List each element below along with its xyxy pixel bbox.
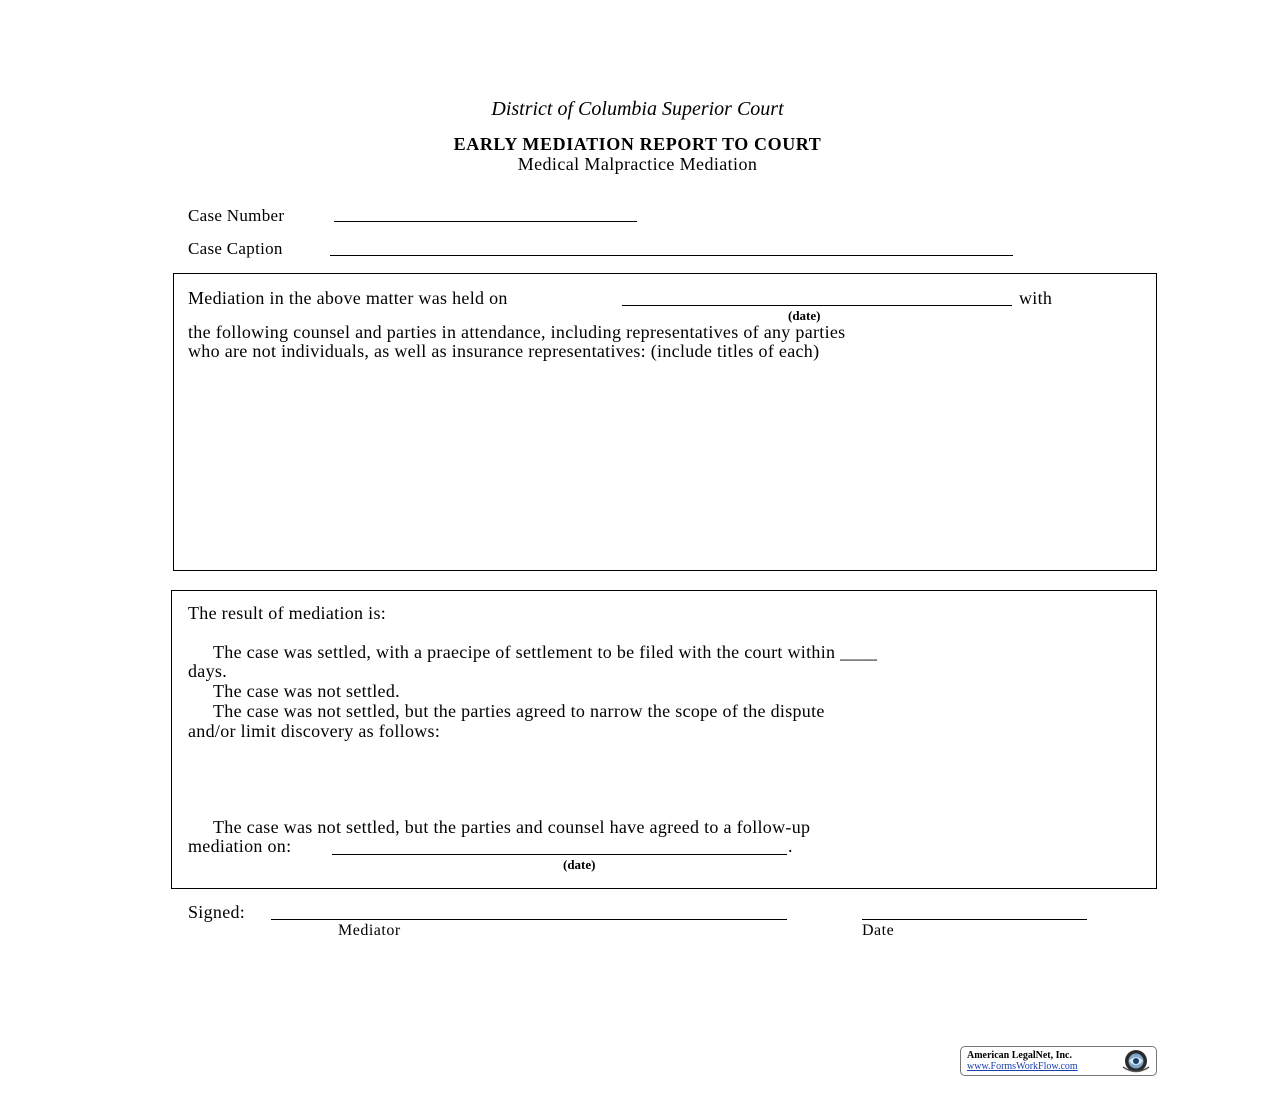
case-caption-field[interactable] [330, 255, 1013, 256]
case-number-field[interactable] [334, 221, 637, 222]
court-name: District of Columbia Superior Court [491, 98, 784, 120]
attendance-line-2: who are not individuals, as well as insurance representatives: (include titles of each) [188, 341, 820, 361]
option-followup-line-2: mediation on: [188, 836, 292, 856]
attendance-intro: Mediation in the above matter was held on [188, 288, 508, 308]
form-subtitle: Medical Malpractice Mediation [517, 154, 758, 174]
option-followup-line-1[interactable]: The case was not settled, but the parties and counsel have agreed to a follow-up [213, 817, 811, 837]
attendance-entry-area[interactable] [188, 366, 1138, 556]
followup-period: . [788, 836, 793, 856]
option-settled-line-2: days. [188, 661, 227, 681]
mediation-date-field[interactable] [622, 305, 1012, 306]
mediation-date-caption: (date) [788, 308, 821, 323]
signature-date-caption: Date [862, 922, 895, 939]
option-narrowed-line-1[interactable]: The case was not settled, but the parties agreed to narrow the scope of the dispute [213, 701, 825, 721]
mediator-caption: Mediator [338, 922, 401, 939]
option-not-settled[interactable]: The case was not settled. [213, 681, 400, 701]
case-caption-label: Case Caption [188, 239, 283, 258]
signed-label: Signed: [188, 902, 246, 922]
result-heading: The result of mediation is: [188, 603, 387, 623]
attendance-line-1: the following counsel and parties in attendance, including representatives of any parties [188, 322, 846, 342]
followup-date-caption: (date) [563, 857, 596, 872]
publisher-name: American LegalNet, Inc. [967, 1050, 1072, 1061]
form-title: EARLY MEDIATION REPORT TO COURT [453, 134, 822, 154]
globe-icon [1118, 1048, 1154, 1074]
signature-date-field[interactable] [862, 919, 1087, 920]
mediator-signature-field[interactable] [271, 919, 787, 920]
discovery-entry-area[interactable] [188, 744, 1138, 814]
followup-date-field[interactable] [332, 854, 787, 855]
option-settled-line-1[interactable]: The case was settled, with a praecipe of settlement to be filed with the court within ____ [213, 642, 878, 662]
publisher-logo [960, 1046, 1157, 1076]
publisher-url[interactable]: www.FormsWorkFlow.com [967, 1061, 1078, 1072]
case-number-label: Case Number [188, 206, 285, 225]
attendance-with: with [1019, 288, 1053, 308]
option-narrowed-line-2: and/or limit discovery as follows: [188, 721, 441, 741]
